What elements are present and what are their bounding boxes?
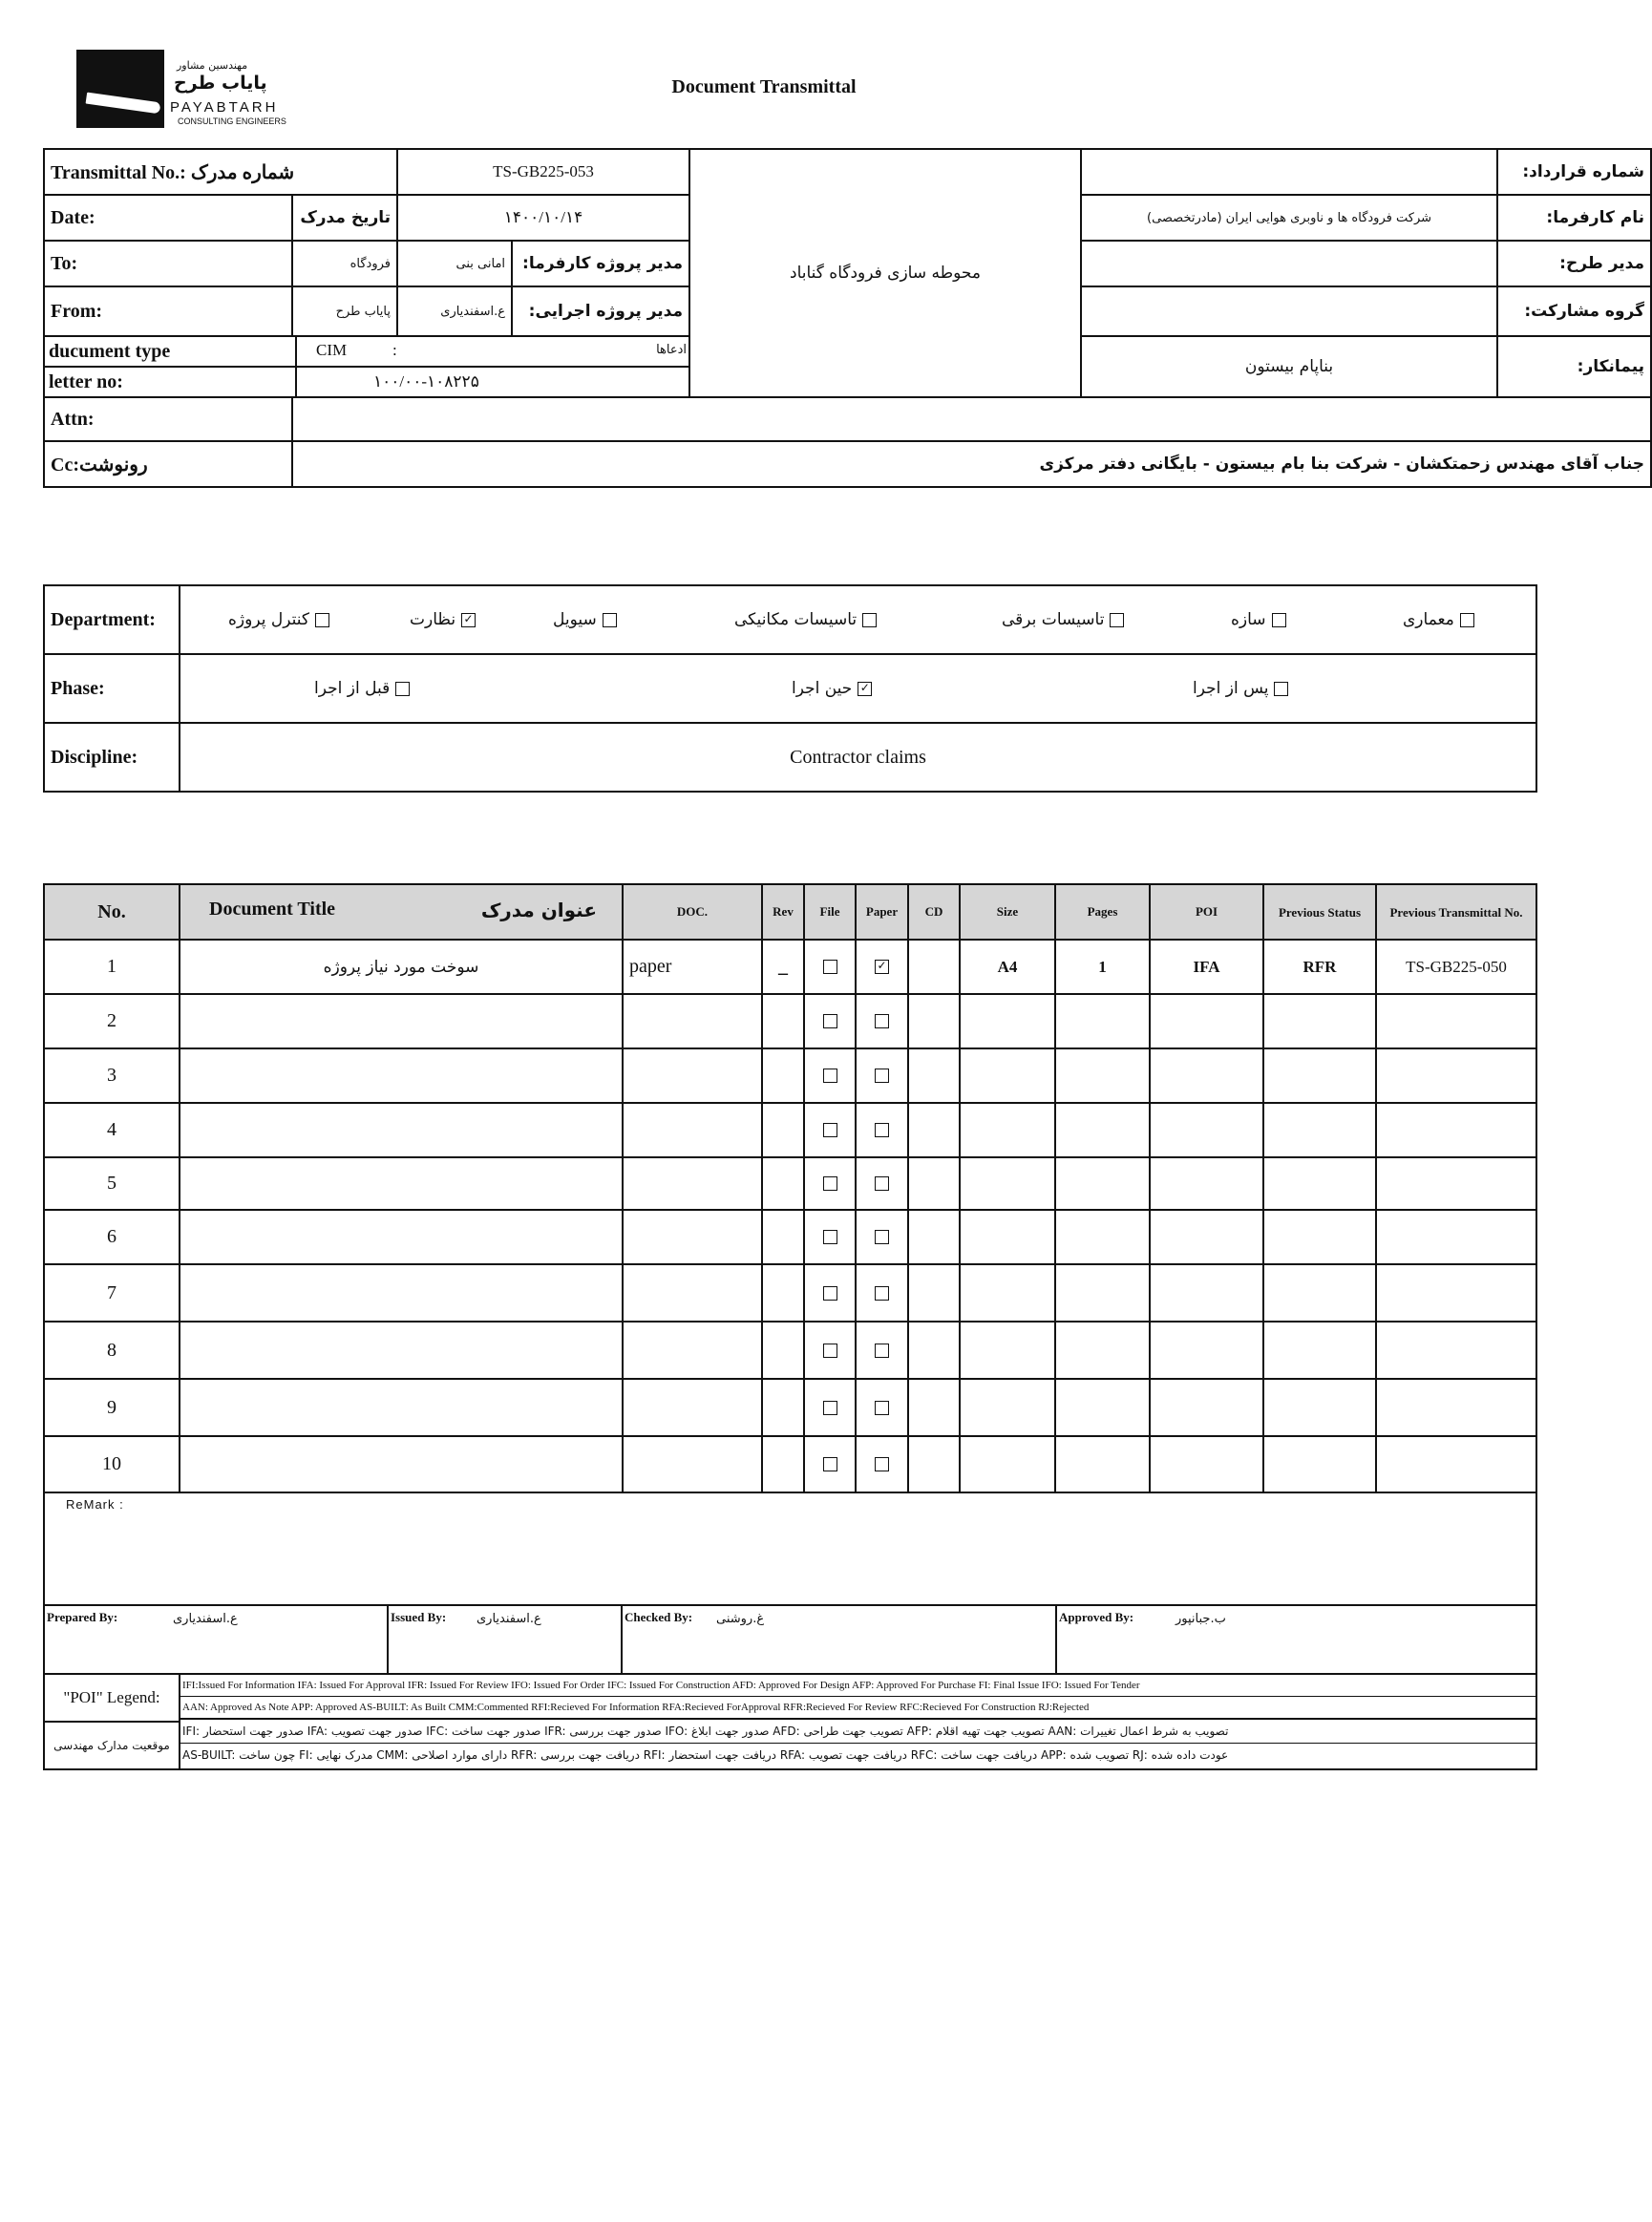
row-file-checkbox[interactable] (823, 1344, 837, 1358)
phase-option-after[interactable]: پس از اجرا (1193, 679, 1294, 698)
row-size[interactable] (960, 994, 1055, 1048)
row-poi[interactable] (1150, 1048, 1263, 1103)
transmittal-no-value: TS-GB225-053 (397, 149, 689, 195)
row-file-checkbox[interactable] (823, 1286, 837, 1301)
row-rev[interactable] (762, 1436, 804, 1492)
transmittal-no-label: Transmittal No.: شماره مدرک (44, 149, 397, 195)
row-rev[interactable] (762, 1264, 804, 1322)
row-prev-no[interactable] (1376, 1322, 1536, 1379)
row-paper-checkbox[interactable] (875, 1123, 889, 1137)
row-file-checkbox[interactable] (823, 1069, 837, 1083)
row-rev[interactable] (762, 1322, 804, 1379)
row-file-cell (804, 1210, 856, 1264)
to-label: To: (44, 241, 292, 286)
row-paper-cell (856, 1157, 908, 1210)
row-prev-no[interactable] (1376, 1103, 1536, 1157)
row-paper-cell (856, 1436, 908, 1492)
col-header-title (180, 884, 623, 940)
row-paper-checkbox[interactable] (875, 960, 889, 974)
row-prev-no[interactable]: TS-GB225-050 (1376, 940, 1536, 994)
discipline-value: Contractor claims (180, 723, 1536, 792)
row-rev[interactable] (762, 1379, 804, 1436)
col-header-prev-no: Previous Transmittal No. (1376, 884, 1536, 940)
table-row (44, 1436, 1536, 1492)
legend-line-1: IFI:Issued For Information IFA: Issued For Approval IFR: Issued For Review IFO: Issued For Order IFC: Issued For Construction AFD: Approved For Design AFP: Approved For Purchase FI: Final Issue IFO: Issued For Tender (180, 1675, 1536, 1697)
letter-no-value: ۱۰۰/۰۰-۱۰۸۲۲۵ (373, 372, 479, 391)
logo-name-en: PAYABTARH (170, 99, 279, 116)
row-paper-checkbox[interactable] (875, 1230, 889, 1244)
checkbox[interactable] (315, 613, 329, 627)
row-pages[interactable]: 1 (1055, 940, 1150, 994)
row-number: 10 (44, 1436, 180, 1492)
row-prev-no[interactable] (1376, 1264, 1536, 1322)
row-size[interactable]: A4 (960, 940, 1055, 994)
document-title: Document Transmittal (671, 76, 857, 97)
row-file-cell (804, 1322, 856, 1379)
row-number: 5 (44, 1157, 180, 1210)
documents-table (43, 883, 1537, 1770)
row-pages[interactable] (1055, 1379, 1150, 1436)
department-option-architecture[interactable]: معماری (1403, 610, 1480, 629)
employer-label: نام کارفرما: (1497, 195, 1651, 241)
legend-label-cell (44, 1674, 180, 1769)
contract-no-value (1081, 149, 1497, 195)
to-org: فرودگاه (292, 241, 397, 286)
row-cd[interactable] (908, 940, 960, 994)
checkbox-checked[interactable] (858, 682, 872, 696)
row-title[interactable] (180, 1264, 623, 1322)
col-header-paper: Paper (856, 884, 908, 940)
col-header-file: File (804, 884, 856, 940)
row-prev-status[interactable] (1263, 1157, 1376, 1210)
row-poi[interactable] (1150, 1264, 1263, 1322)
row-prev-status[interactable] (1263, 1379, 1376, 1436)
logo-subtitle-fa: مهندسین مشاور (177, 59, 248, 72)
checkbox[interactable] (395, 682, 410, 696)
checkbox[interactable] (862, 613, 877, 627)
row-poi[interactable] (1150, 1436, 1263, 1492)
row-size[interactable] (960, 1210, 1055, 1264)
from-person: ع.اسفندیاری (397, 286, 512, 336)
table-row (44, 1048, 1536, 1103)
row-size[interactable] (960, 1379, 1055, 1436)
issued-by-value: ع.اسفندیاری (477, 1612, 541, 1626)
row-poi[interactable] (1150, 1103, 1263, 1157)
row-file-cell (804, 994, 856, 1048)
prepared-by-value: ع.اسفندیاری (173, 1612, 238, 1626)
row-cd[interactable] (908, 1157, 960, 1210)
row-number: 6 (44, 1210, 180, 1264)
to-person: امانی بنی (397, 241, 512, 286)
row-pages[interactable] (1055, 1264, 1150, 1322)
department-option-supervision[interactable]: ✓ نظارت (410, 610, 481, 629)
department-option-civil[interactable]: سیویل (553, 610, 623, 629)
row-file-cell (804, 1103, 856, 1157)
project-name: محوطه سازی فرودگاه گناباد (689, 149, 1081, 397)
row-size[interactable] (960, 1157, 1055, 1210)
row-rev[interactable] (762, 1157, 804, 1210)
row-prev-no[interactable] (1376, 1157, 1536, 1210)
table-row (44, 1210, 1536, 1264)
row-poi[interactable] (1150, 1210, 1263, 1264)
department-options (180, 585, 1536, 654)
row-file-checkbox[interactable] (823, 960, 837, 974)
doc-type-value: CIM (316, 341, 348, 359)
prepared-by-label: Prepared By: (47, 1610, 118, 1624)
row-title[interactable] (180, 1103, 623, 1157)
checkbox[interactable] (1272, 613, 1286, 627)
date-label-fa: تاریخ مدرک (292, 195, 397, 241)
row-number: 4 (44, 1103, 180, 1157)
approved-by-value: ب.جبانپور (1175, 1612, 1226, 1626)
row-number: 1 (44, 940, 180, 994)
row-file-checkbox[interactable] (823, 1457, 837, 1471)
client-pm-label: مدیر پروژه کارفرما: (512, 241, 689, 286)
checked-by-label: Checked By: (625, 1610, 693, 1624)
row-paper-cell (856, 940, 908, 994)
department-option-mechanical[interactable]: تاسیسات مکانیکی (734, 610, 882, 629)
row-file-cell (804, 1436, 856, 1492)
legend-label-fa: موقعیت مدارک مهندسی (53, 1739, 170, 1752)
date-value: ۱۴۰۰/۱۰/۱۴ (397, 195, 689, 241)
row-size[interactable] (960, 1264, 1055, 1322)
row-pages[interactable] (1055, 994, 1150, 1048)
row-number: 9 (44, 1379, 180, 1436)
partner-value (1081, 286, 1497, 336)
doc-type-cell (297, 337, 688, 366)
col-header-title-en: Document Title (209, 899, 336, 920)
row-prev-status[interactable] (1263, 1322, 1376, 1379)
row-poi[interactable] (1150, 1379, 1263, 1436)
legend-content-cell (180, 1674, 1536, 1769)
table-row (44, 994, 1536, 1048)
row-file-cell (804, 1157, 856, 1210)
row-doc[interactable] (623, 1264, 762, 1322)
department-option-project-control[interactable]: کنترل پروژه (228, 610, 335, 629)
row-file-cell (804, 1048, 856, 1103)
table-row (44, 1322, 1536, 1379)
row-paper-checkbox[interactable] (875, 1069, 889, 1083)
row-title[interactable] (180, 1210, 623, 1264)
row-cd[interactable] (908, 994, 960, 1048)
row-paper-cell (856, 1210, 908, 1264)
checked-by-cell (623, 1606, 1057, 1673)
row-prev-status[interactable] (1263, 1048, 1376, 1103)
col-header-poi: POI (1150, 884, 1263, 940)
row-paper-checkbox[interactable] (875, 1401, 889, 1415)
row-doc[interactable] (623, 1210, 762, 1264)
row-prev-status[interactable]: RFR (1263, 940, 1376, 994)
attn-label: Attn: (44, 397, 292, 441)
date-label: Date: (44, 195, 292, 241)
table-row (44, 1157, 1536, 1210)
designer-label: مدیر طرح: (1497, 241, 1651, 286)
row-doc[interactable] (623, 1379, 762, 1436)
cc-value: جناب آقای مهندس زحمتکشان - شرکت بنا بام بیستون - بایگانی دفتر مرکزی (292, 441, 1651, 487)
row-prev-no[interactable] (1376, 1436, 1536, 1492)
department-option-structure[interactable]: سازه (1231, 610, 1292, 629)
row-title[interactable] (180, 1322, 623, 1379)
row-prev-status[interactable] (1263, 994, 1376, 1048)
row-cd[interactable] (908, 1210, 960, 1264)
row-file-checkbox[interactable] (823, 1176, 837, 1191)
col-header-title-fa: عنوان مدرک (480, 899, 597, 921)
row-pages[interactable] (1055, 1103, 1150, 1157)
letter-no-label: letter no: (45, 368, 297, 396)
row-poi[interactable] (1150, 1157, 1263, 1210)
legend-line-2: AAN: Approved As Note APP: Approved AS-BUILT: As Built CMM:Commented RFI:Recieved For Information RFA:Recieved ForApproval RFR:Recieved For Review RFC:Recieved For Construction RJ:Rejected (180, 1697, 1536, 1720)
remark-label: ReMark : (66, 1497, 124, 1512)
row-prev-no[interactable] (1376, 1048, 1536, 1103)
designer-value (1081, 241, 1497, 286)
row-doc[interactable] (623, 994, 762, 1048)
legend-label: "POI" Legend: (45, 1675, 179, 1723)
cc-label: Cc:رونوشت (44, 441, 292, 487)
row-paper-cell (856, 1103, 908, 1157)
row-file-cell (804, 1379, 856, 1436)
issued-by-cell (389, 1606, 623, 1673)
row-rev[interactable]: _ (762, 940, 804, 994)
checkbox[interactable] (1460, 613, 1474, 627)
row-title[interactable] (180, 1436, 623, 1492)
col-header-doc: DOC. (623, 884, 762, 940)
legend-line-4: AS-BUILT: چون ساخت FI: مدرک نهایی CMM: دارای موارد اصلاحی RFR: دریافت جهت بررسی RFI: دریافت جهت استحضار RFA: دریافت جهت تصویب RFC: دریافت جهت ساخت APP: تصویب شده RJ: عودت داده شده (182, 1748, 1229, 1762)
checkbox[interactable] (1110, 613, 1124, 627)
row-rev[interactable] (762, 1048, 804, 1103)
exec-pm-label: مدیر پروژه اجرایی: (512, 286, 689, 336)
row-pages[interactable] (1055, 1210, 1150, 1264)
legend-line-3: IFI: صدور جهت استحضار IFA: صدور جهت تصویب IFC: صدور جهت ساخت IFR: صدور جهت بررسی IFO: صدور جهت ابلاغ AFD: تصویب جهت طراحی AFP: تصویب جهت تهیه اقلام AAN: تصویب به شرط اعمال تغییرات (180, 1720, 1536, 1744)
row-pages[interactable] (1055, 1322, 1150, 1379)
document-rows (44, 940, 1536, 1492)
transmittal-header-table (43, 148, 1652, 488)
row-file-cell (804, 1264, 856, 1322)
row-cd[interactable] (908, 1103, 960, 1157)
row-poi[interactable] (1150, 994, 1263, 1048)
row-doc[interactable] (623, 1103, 762, 1157)
partner-label: گروه مشارکت: (1497, 286, 1651, 336)
row-prev-status[interactable] (1263, 1264, 1376, 1322)
row-pages[interactable] (1055, 1157, 1150, 1210)
row-paper-cell (856, 1379, 908, 1436)
row-number: 8 (44, 1322, 180, 1379)
prepared-by-cell (45, 1606, 389, 1673)
row-paper-checkbox[interactable] (875, 1344, 889, 1358)
row-doc[interactable] (623, 1048, 762, 1103)
row-prev-no[interactable] (1376, 1210, 1536, 1264)
row-prev-no[interactable] (1376, 994, 1536, 1048)
col-header-size: Size (960, 884, 1055, 940)
row-title[interactable]: سوخت مورد نیاز پروژه (180, 940, 623, 994)
row-paper-checkbox[interactable] (875, 1176, 889, 1191)
row-prev-status[interactable] (1263, 1103, 1376, 1157)
row-doc[interactable] (623, 1322, 762, 1379)
row-size[interactable] (960, 1103, 1055, 1157)
row-poi[interactable] (1150, 1322, 1263, 1379)
row-number: 7 (44, 1264, 180, 1322)
checked-by-value: غ.روشنی (716, 1612, 765, 1626)
row-paper-cell (856, 1264, 908, 1322)
discipline-label: Discipline: (44, 723, 180, 792)
col-header-no: No. (44, 884, 180, 940)
row-paper-cell (856, 1322, 908, 1379)
row-rev[interactable] (762, 994, 804, 1048)
contractor-value: بناپام بیستون (1081, 336, 1497, 397)
row-size[interactable] (960, 1436, 1055, 1492)
row-cd[interactable] (908, 1048, 960, 1103)
phase-label: Phase: (44, 654, 180, 723)
row-prev-status[interactable] (1263, 1210, 1376, 1264)
row-file-checkbox[interactable] (823, 1014, 837, 1028)
row-number: 3 (44, 1048, 180, 1103)
checkbox[interactable] (603, 613, 617, 627)
logo-subtitle-en: CONSULTING ENGINEERS (178, 116, 286, 126)
logo-name-fa: پایاب طرح (174, 73, 267, 94)
phase-option-before[interactable]: قبل از اجرا (314, 679, 415, 698)
col-header-cd: CD (908, 884, 960, 940)
attn-value (292, 397, 1651, 441)
col-header-rev: Rev (762, 884, 804, 940)
doc-type-fa: ادعاها (656, 343, 688, 357)
doc-type-label: ducument type (45, 337, 297, 366)
row-title[interactable] (180, 1048, 623, 1103)
company-logo-mark (76, 50, 164, 128)
phase-option-during[interactable]: ✓ حین اجرا (792, 679, 878, 698)
table-row (44, 1103, 1536, 1157)
doc-type-separator: : (392, 341, 397, 359)
row-pages[interactable] (1055, 1048, 1150, 1103)
row-title[interactable] (180, 994, 623, 1048)
table-row (44, 1264, 1536, 1322)
row-paper-checkbox[interactable] (875, 1286, 889, 1301)
from-org: پایاب طرح (292, 286, 397, 336)
row-file-cell (804, 940, 856, 994)
phase-options (180, 654, 1536, 723)
col-header-pages: Pages (1055, 884, 1150, 940)
row-poi[interactable]: IFA (1150, 940, 1263, 994)
table-row (44, 1379, 1536, 1436)
classification-table (43, 584, 1537, 793)
row-size[interactable] (960, 1322, 1055, 1379)
row-file-checkbox[interactable] (823, 1123, 837, 1137)
approved-by-cell (1057, 1606, 1536, 1673)
checkbox-checked[interactable] (461, 613, 476, 627)
row-cd[interactable] (908, 1436, 960, 1492)
row-cd[interactable] (908, 1322, 960, 1379)
row-paper-checkbox[interactable] (875, 1014, 889, 1028)
row-rev[interactable] (762, 1210, 804, 1264)
row-file-checkbox[interactable] (823, 1230, 837, 1244)
from-label: From: (44, 286, 292, 336)
row-file-checkbox[interactable] (823, 1401, 837, 1415)
row-title[interactable] (180, 1157, 623, 1210)
row-paper-cell (856, 994, 908, 1048)
issued-by-label: Issued By: (391, 1610, 447, 1624)
row-prev-status[interactable] (1263, 1436, 1376, 1492)
row-rev[interactable] (762, 1103, 804, 1157)
checkbox[interactable] (1274, 682, 1288, 696)
contract-no-label: شماره قرارداد: (1497, 149, 1651, 195)
row-doc[interactable] (623, 1157, 762, 1210)
row-doc[interactable] (623, 1436, 762, 1492)
employer-value: شرکت فرودگاه ها و ناوبری هوایی ایران (مادرتخصصی) (1081, 195, 1497, 241)
row-paper-cell (856, 1048, 908, 1103)
department-option-electrical[interactable]: تاسیسات برقی (1002, 610, 1130, 629)
row-prev-no[interactable] (1376, 1379, 1536, 1436)
approved-by-label: Approved By: (1059, 1610, 1134, 1624)
row-cd[interactable] (908, 1264, 960, 1322)
remark-cell (44, 1492, 1536, 1605)
row-cd[interactable] (908, 1379, 960, 1436)
contractor-label: پیمانکار: (1497, 336, 1651, 397)
row-doc[interactable]: paper (623, 940, 762, 994)
row-size[interactable] (960, 1048, 1055, 1103)
row-pages[interactable] (1055, 1436, 1150, 1492)
col-header-prev-status: Previous Status (1263, 884, 1376, 940)
row-number: 2 (44, 994, 180, 1048)
row-title[interactable] (180, 1379, 623, 1436)
department-label: Department: (44, 585, 180, 654)
table-row (44, 940, 1536, 994)
row-paper-checkbox[interactable] (875, 1457, 889, 1471)
